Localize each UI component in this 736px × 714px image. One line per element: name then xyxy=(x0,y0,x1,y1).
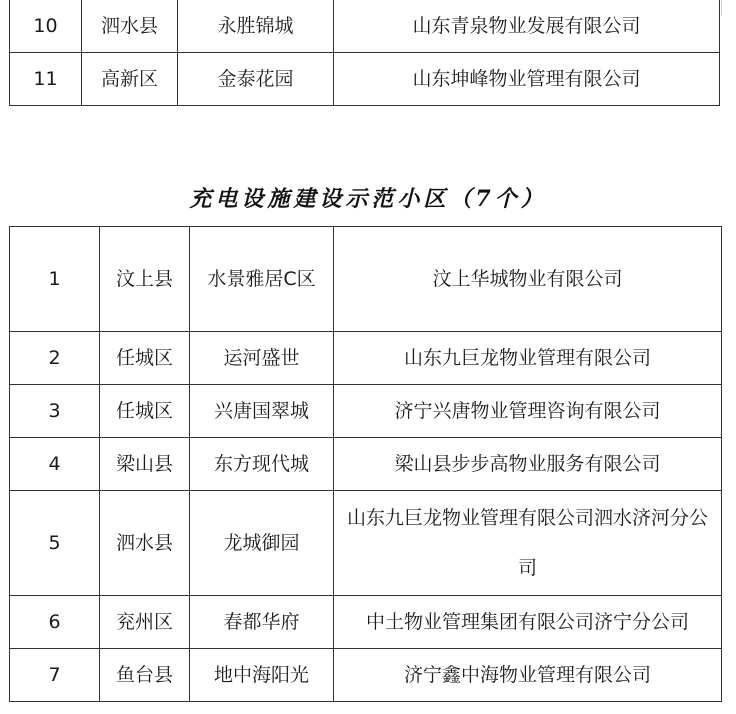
table-row xyxy=(10,385,722,438)
row-number: 10 xyxy=(10,0,82,53)
company-cell: 山东青泉物业发展有限公司 xyxy=(334,0,720,53)
company-cell: 山东九巨龙物业管理有限公司泗水济河分公司 xyxy=(334,491,722,596)
row-number: 11 xyxy=(10,53,82,106)
district-cell: 泗水县 xyxy=(100,491,190,596)
district-cell: 泗水县 xyxy=(82,0,178,53)
row-number: 2 xyxy=(10,332,100,385)
community-cell: 兴唐国翠城 xyxy=(190,385,334,438)
table-row xyxy=(10,0,720,53)
table-row xyxy=(10,227,722,332)
community-cell: 金泰花园 xyxy=(178,53,334,106)
community-cell: 地中海阳光 xyxy=(190,649,334,702)
community-cell: 永胜锦城 xyxy=(178,0,334,53)
district-cell: 高新区 xyxy=(82,53,178,106)
row-number: 3 xyxy=(10,385,100,438)
table-row xyxy=(10,438,722,491)
company-cell: 济宁鑫中海物业管理有限公司 xyxy=(334,649,722,702)
charging-demo-community-table xyxy=(9,226,722,702)
table-row xyxy=(10,53,720,106)
district-cell: 兖州区 xyxy=(100,596,190,649)
district-cell: 汶上县 xyxy=(100,227,190,332)
community-cell: 东方现代城 xyxy=(190,438,334,491)
company-cell: 济宁兴唐物业管理咨询有限公司 xyxy=(334,385,722,438)
community-cell: 龙城御园 xyxy=(190,491,334,596)
district-cell: 鱼台县 xyxy=(100,649,190,702)
section-title: 充电设施建设示范小区（7个） xyxy=(189,186,547,212)
row-number: 7 xyxy=(10,649,100,702)
company-cell: 梁山县步步高物业服务有限公司 xyxy=(334,438,722,491)
community-cell: 运河盛世 xyxy=(190,332,334,385)
community-cell: 春都华府 xyxy=(190,596,334,649)
community-cell: 水景雅居C区 xyxy=(190,227,334,332)
district-cell: 任城区 xyxy=(100,385,190,438)
row-number: 6 xyxy=(10,596,100,649)
district-cell: 梁山县 xyxy=(100,438,190,491)
row-number: 4 xyxy=(10,438,100,491)
page-edge-divider xyxy=(721,0,736,16)
company-cell: 中土物业管理集团有限公司济宁分公司 xyxy=(334,596,722,649)
property-table-continued xyxy=(9,0,720,106)
table-row xyxy=(10,649,722,702)
table-row xyxy=(10,491,722,596)
row-number: 5 xyxy=(10,491,100,596)
district-cell: 任城区 xyxy=(100,332,190,385)
company-cell: 山东坤峰物业管理有限公司 xyxy=(334,53,720,106)
company-cell: 汶上华城物业有限公司 xyxy=(334,227,722,332)
company-cell: 山东九巨龙物业管理有限公司 xyxy=(334,332,722,385)
row-number: 1 xyxy=(10,227,100,332)
table-row xyxy=(10,332,722,385)
table-row xyxy=(10,596,722,649)
